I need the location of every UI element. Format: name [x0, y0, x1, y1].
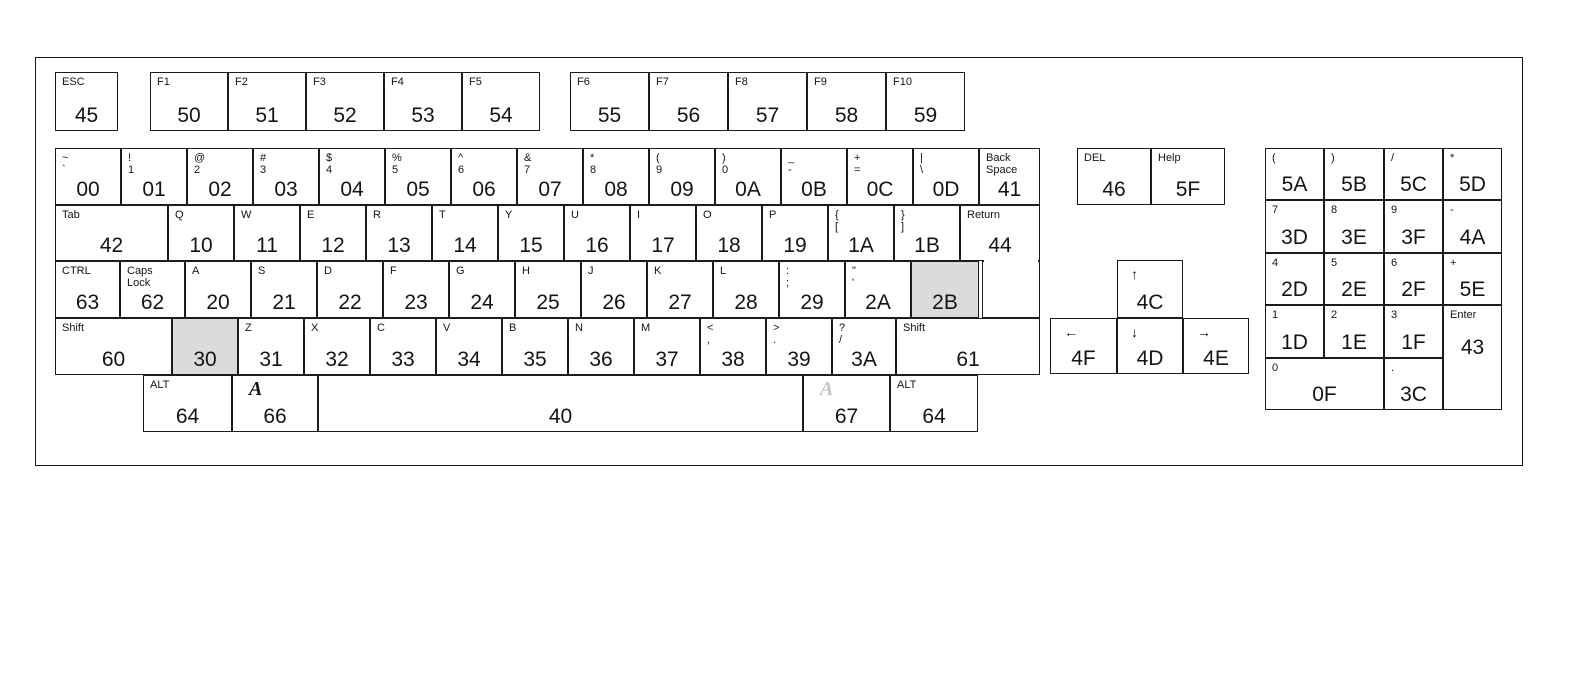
key-code: 52: [333, 104, 357, 127]
key-code: 3C: [1400, 383, 1427, 406]
key-comma: [700, 318, 766, 375]
key-code: 0F: [1312, 383, 1337, 406]
key-code: 3A: [851, 348, 877, 371]
key-code: 58: [834, 104, 859, 127]
key-label: I: [637, 209, 641, 221]
key-b: [502, 318, 568, 375]
key-code: 35: [523, 348, 547, 371]
key-label: F4: [391, 76, 404, 88]
key-code: 04: [340, 178, 364, 201]
key-code: 12: [321, 234, 345, 257]
key-label: | \: [920, 152, 924, 176]
key-f8: [728, 72, 807, 131]
key-label: Z: [245, 322, 252, 334]
key-f3: [306, 72, 384, 131]
key-label: H: [522, 265, 530, 277]
key-del: [1077, 148, 1151, 205]
key-ctrl: [55, 261, 120, 318]
key-tab: [55, 205, 168, 261]
key-label: /: [1391, 152, 1395, 164]
key-alt-left: [143, 375, 232, 432]
key-w: [234, 205, 300, 261]
key-d: [317, 261, 383, 318]
key-code: 1D: [1281, 331, 1308, 354]
key-label: Shift: [62, 322, 85, 334]
key-shift-left: [55, 318, 172, 375]
key-help: [1151, 148, 1225, 205]
key-label: ): [1331, 152, 1335, 164]
key-label: B: [509, 322, 517, 334]
key-label: X: [311, 322, 319, 334]
key-code: 4D: [1136, 347, 1164, 370]
key-code: 59: [913, 104, 938, 127]
key-y: [498, 205, 564, 261]
key-code: 23: [404, 291, 428, 314]
key-label: _ -: [788, 152, 795, 176]
key-code: 1F: [1401, 331, 1426, 354]
key-label: F6: [577, 76, 590, 88]
key-np-paren-close: [1324, 148, 1384, 200]
key-label: 1: [1272, 309, 1279, 321]
key-code: 3E: [1341, 226, 1367, 249]
key-label: @ 2: [194, 152, 206, 176]
key-label: 2: [1331, 309, 1338, 321]
key-code: 4F: [1071, 347, 1096, 370]
key-label: G: [456, 265, 465, 277]
key-code: 2D: [1281, 278, 1308, 301]
key-code: 09: [670, 178, 694, 201]
key-7: [517, 148, 583, 205]
key-label: ) 0: [722, 152, 729, 176]
key-label: F1: [157, 76, 170, 88]
key-f2: [228, 72, 306, 131]
key-label: { [: [835, 209, 839, 233]
key-code: 18: [717, 234, 741, 257]
key-e: [300, 205, 366, 261]
key-label: Help: [1158, 152, 1181, 164]
key-label: F5: [469, 76, 482, 88]
key-label: ALT: [897, 379, 917, 391]
key-code: 31: [259, 348, 283, 371]
key-code: 27: [668, 291, 692, 314]
key-label: Q: [175, 209, 184, 221]
key-label: J: [588, 265, 594, 277]
key-code: 4E: [1203, 347, 1229, 370]
key-label: ↑: [1131, 266, 1138, 282]
key-label: S: [258, 265, 266, 277]
key-label: } ]: [901, 209, 905, 233]
key-code: 37: [655, 348, 679, 371]
key-label: F7: [656, 76, 669, 88]
key-label: % 5: [392, 152, 402, 176]
key-n: [568, 318, 634, 375]
key-code: 36: [589, 348, 613, 371]
key-label: * 8: [590, 152, 597, 176]
return-notch-patch: [984, 259, 1038, 263]
key-label: F10: [893, 76, 912, 88]
key-label: F8: [735, 76, 748, 88]
key-label: DEL: [1084, 152, 1106, 164]
key-4: [319, 148, 385, 205]
key-arrow-right: [1183, 318, 1249, 374]
key-label: →: [1197, 324, 1211, 340]
key-code: 00: [76, 178, 100, 201]
key-code: 46: [1102, 178, 1126, 201]
key-label: 8: [1331, 204, 1338, 216]
key-label: ESC: [62, 76, 85, 88]
key-code: 66: [263, 405, 287, 428]
key-np-9: [1384, 200, 1443, 253]
key-code: 2E: [1341, 278, 1367, 301]
key-label: 0: [1272, 362, 1279, 374]
key-arrow-left: [1050, 318, 1117, 374]
key-np-0: [1265, 358, 1384, 410]
key-m: [634, 318, 700, 375]
key-label: ^ 6: [458, 152, 465, 176]
key-label: 4: [1272, 257, 1279, 269]
key-code: 33: [391, 348, 415, 371]
key-f5: [462, 72, 540, 131]
key-label: Tab: [62, 209, 80, 221]
key-code: 1B: [914, 234, 940, 257]
key-minus: [781, 148, 847, 205]
key-h: [515, 261, 581, 318]
key-np-8: [1324, 200, 1384, 253]
key-code: 0B: [801, 178, 827, 201]
key-code: 50: [177, 104, 201, 127]
key-code: 4C: [1136, 291, 1164, 314]
key-np-period: [1384, 358, 1443, 410]
key-bracket-open: [828, 205, 894, 261]
key-label: 3: [1391, 309, 1398, 321]
key-code: 0C: [866, 178, 894, 201]
key-z: [238, 318, 304, 375]
key-label: F: [390, 265, 397, 277]
key-code: 1A: [848, 234, 874, 257]
key-code: 07: [538, 178, 562, 201]
key-code: 5C: [1400, 173, 1427, 196]
key-code: 3F: [1401, 226, 1426, 249]
key-code: 29: [800, 291, 824, 314]
key-label: ( 9: [656, 152, 663, 176]
key-label: +: [1450, 257, 1457, 269]
key-arrow-up: [1117, 260, 1183, 318]
key-code: 1E: [1341, 331, 1367, 354]
key-label: F9: [814, 76, 827, 88]
key-code: 64: [175, 405, 200, 428]
key-label: 5: [1331, 257, 1338, 269]
key-code: 08: [604, 178, 628, 201]
key-np-slash: [1384, 148, 1443, 200]
key-label: " ': [852, 265, 856, 289]
key-np-3: [1384, 305, 1443, 358]
key-code: 39: [787, 348, 811, 371]
key-np-1: [1265, 305, 1324, 358]
key-label: A: [249, 378, 263, 400]
key-code: 28: [734, 291, 758, 314]
key-code: 32: [325, 348, 349, 371]
key-grave: [55, 148, 121, 205]
key-code: 17: [651, 234, 675, 257]
key-label: E: [307, 209, 315, 221]
key-np-7: [1265, 200, 1324, 253]
key-2: [187, 148, 253, 205]
key-label: Return: [967, 209, 1001, 221]
key-label: 9: [1391, 204, 1398, 216]
key-l: [713, 261, 779, 318]
key-code: 41: [997, 178, 1022, 201]
key-label: A: [192, 265, 200, 277]
key-a: [185, 261, 251, 318]
key-code: 21: [272, 291, 296, 314]
key-np-minus: [1443, 200, 1502, 253]
key-label: : ;: [786, 265, 790, 289]
key-q: [168, 205, 234, 261]
key-code: 30: [193, 348, 217, 371]
key-code: 5A: [1281, 173, 1308, 196]
key-label: N: [575, 322, 583, 334]
key-code: 22: [338, 291, 362, 314]
key-code: 2B: [932, 291, 958, 314]
key-code: 64: [922, 405, 946, 428]
key-bracket-close: [894, 205, 960, 261]
key-semicolon: [779, 261, 845, 318]
key-label: W: [241, 209, 252, 221]
key-code: 44: [988, 234, 1012, 257]
key-c: [370, 318, 436, 375]
key-code: 51: [255, 104, 279, 127]
key-label: + =: [854, 152, 861, 176]
key-label: > .: [773, 322, 780, 346]
key-code: 24: [470, 291, 494, 314]
key-label: 6: [1391, 257, 1398, 269]
key-code: 56: [676, 104, 701, 127]
key-label: P: [769, 209, 777, 221]
key-label: Y: [505, 209, 513, 221]
key-label: -: [1450, 204, 1454, 216]
key-label: T: [439, 209, 446, 221]
key-amiga-right: [803, 375, 890, 432]
key-3: [253, 148, 319, 205]
key-code: 15: [519, 234, 543, 257]
key-return-leg: [982, 261, 1040, 318]
key-code: 5D: [1459, 173, 1486, 196]
key-label: F3: [313, 76, 326, 88]
key-code: 19: [783, 234, 807, 257]
key-f7: [649, 72, 728, 131]
key-code: 34: [457, 348, 481, 371]
key-6: [451, 148, 517, 205]
key-u: [564, 205, 630, 261]
key-label: ALT: [150, 379, 170, 391]
key-label: ~ `: [62, 152, 69, 176]
key-label: .: [1391, 362, 1395, 374]
key-k: [647, 261, 713, 318]
key-code: 02: [208, 178, 232, 201]
key-np-enter: [1443, 305, 1502, 410]
key-code: 5B: [1341, 173, 1367, 196]
key-code: 40: [548, 405, 573, 428]
key-label: & 7: [524, 152, 532, 176]
key-code: 57: [755, 104, 780, 127]
key-f9: [807, 72, 886, 131]
key-0: [715, 148, 781, 205]
key-i: [630, 205, 696, 261]
key-9: [649, 148, 715, 205]
key-label: L: [720, 265, 727, 277]
key-1: [121, 148, 187, 205]
key-backslash: [913, 148, 979, 205]
key-f: [383, 261, 449, 318]
key-backspace: [979, 148, 1040, 205]
key-label: C: [377, 322, 385, 334]
key-code: 55: [597, 104, 622, 127]
key-code: 5E: [1459, 278, 1486, 301]
key-f10: [886, 72, 965, 131]
key-label: Caps Lock: [127, 265, 153, 289]
key-label: ←: [1064, 324, 1078, 340]
key-label: ! 1: [128, 152, 135, 176]
key-code: 61: [956, 348, 980, 371]
key-label: F2: [235, 76, 248, 88]
key-label: A: [820, 378, 834, 400]
key-8: [583, 148, 649, 205]
key-np-plus: [1443, 253, 1502, 305]
key-code: 2A: [865, 291, 891, 314]
key-code: 53: [411, 104, 435, 127]
key-label: ↓: [1131, 324, 1138, 340]
key-alt-right: [890, 375, 978, 432]
key-period: [766, 318, 832, 375]
key-label: Shift: [903, 322, 926, 334]
key-code: 11: [256, 234, 278, 257]
key-return: [960, 205, 1040, 261]
key-code: 26: [602, 291, 626, 314]
key-code: 16: [585, 234, 609, 257]
key-r: [366, 205, 432, 261]
key-space: [318, 375, 803, 432]
key-np-2: [1324, 305, 1384, 358]
key-f6: [570, 72, 649, 131]
key-code: 42: [99, 234, 124, 257]
key-code: 14: [453, 234, 477, 257]
key-code: 06: [472, 178, 496, 201]
key-j: [581, 261, 647, 318]
key-label: CTRL: [62, 265, 91, 277]
key-code: 13: [387, 234, 411, 257]
key-label: U: [571, 209, 579, 221]
key-label: $ 4: [326, 152, 333, 176]
key-code: 25: [536, 291, 560, 314]
key-shift-right: [896, 318, 1040, 375]
key-label: M: [641, 322, 651, 334]
key-code: 45: [74, 104, 99, 127]
key-label: K: [654, 265, 662, 277]
key-key-2b: [911, 261, 979, 318]
key-code: 43: [1460, 336, 1485, 359]
key-np-5: [1324, 253, 1384, 305]
key-code: 62: [140, 291, 165, 314]
key-label: V: [443, 322, 451, 334]
key-label: Back Space: [986, 152, 1018, 176]
key-5: [385, 148, 451, 205]
key-g: [449, 261, 515, 318]
key-quote: [845, 261, 911, 318]
key-code: 63: [75, 291, 100, 314]
key-code: 01: [142, 178, 166, 201]
key-label: R: [373, 209, 381, 221]
key-np-asterisk: [1443, 148, 1502, 200]
key-caps-lock: [120, 261, 185, 318]
key-amiga-left: [232, 375, 318, 432]
key-np-paren-open: [1265, 148, 1324, 200]
key-equals: [847, 148, 913, 205]
key-np-6: [1384, 253, 1443, 305]
key-label: ? /: [839, 322, 846, 346]
key-label: # 3: [260, 152, 267, 176]
key-f1: [150, 72, 228, 131]
key-f4: [384, 72, 462, 131]
key-code: 3D: [1281, 226, 1308, 249]
key-code: 67: [834, 405, 859, 428]
key-code: 4A: [1459, 226, 1486, 249]
key-slash: [832, 318, 896, 375]
key-code: 10: [189, 234, 213, 257]
key-t: [432, 205, 498, 261]
key-code: 5F: [1175, 178, 1201, 201]
key-arrow-down: [1117, 318, 1183, 374]
key-code: 05: [406, 178, 430, 201]
key-code: 03: [274, 178, 298, 201]
key-s: [251, 261, 317, 318]
key-code: 20: [206, 291, 230, 314]
key-np-4: [1265, 253, 1324, 305]
key-v: [436, 318, 502, 375]
key-label: Enter: [1450, 309, 1477, 321]
key-label: O: [703, 209, 712, 221]
key-code: 54: [489, 104, 513, 127]
key-label: 7: [1272, 204, 1279, 216]
key-code: 60: [101, 348, 126, 371]
key-o: [696, 205, 762, 261]
key-code: 38: [721, 348, 745, 371]
key-code: 2F: [1401, 278, 1426, 301]
key-label: D: [324, 265, 332, 277]
key-code: 0D: [932, 178, 960, 201]
key-label: < ,: [707, 322, 714, 346]
key-x: [304, 318, 370, 375]
key-label: (: [1272, 152, 1276, 164]
key-p: [762, 205, 828, 261]
key-key-30: [172, 318, 238, 375]
key-code: 0A: [735, 178, 761, 201]
key-label: *: [1450, 152, 1455, 164]
key-esc: [55, 72, 118, 131]
